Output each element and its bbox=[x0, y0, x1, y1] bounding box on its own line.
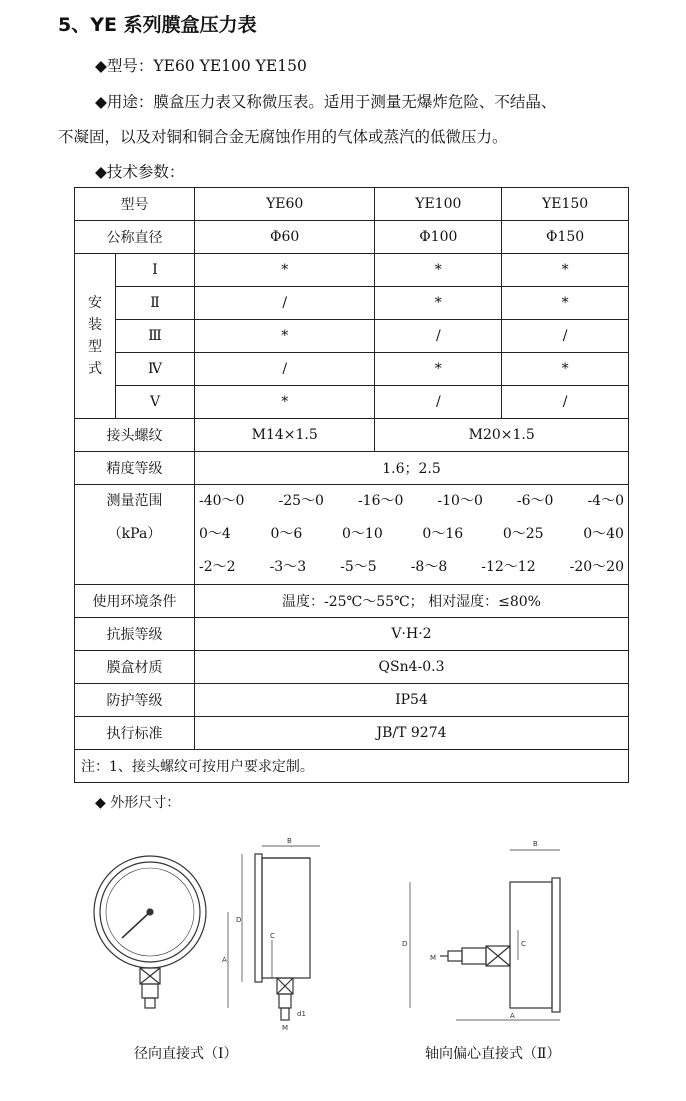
install-label: 安 装 型 式 bbox=[75, 254, 116, 419]
table-row bbox=[75, 750, 629, 783]
install-type: Ⅱ bbox=[116, 287, 195, 320]
dim-letter: B bbox=[533, 840, 538, 848]
page-title: 5、YE 系列膜盒压力表 bbox=[58, 14, 257, 36]
install-cell: / bbox=[195, 287, 375, 320]
table-row bbox=[75, 254, 629, 287]
table-row bbox=[75, 221, 629, 254]
range-label: 测量范围 （kPa） bbox=[75, 485, 195, 585]
vib-label: 抗振等级 bbox=[75, 618, 195, 651]
install-cell: * bbox=[502, 353, 629, 386]
std-label: 执行标准 bbox=[75, 717, 195, 750]
spec-heading: ◆技术参数： bbox=[95, 163, 185, 181]
diameter-cell: Φ150 bbox=[502, 221, 629, 254]
table-row bbox=[75, 717, 629, 750]
model-cell: YE60 bbox=[195, 188, 375, 221]
usage-line-2: 不凝固，以及对铜和铜合金无腐蚀作用的气体或蒸汽的低微压力。 bbox=[58, 128, 508, 146]
install-cell: / bbox=[375, 386, 502, 419]
install-cell: * bbox=[195, 254, 375, 287]
model-line: ◆型号：YE60 YE100 YE150 bbox=[95, 57, 307, 75]
install-type: Ⅲ bbox=[116, 320, 195, 353]
diameter-label: 公称直径 bbox=[75, 221, 195, 254]
table-row bbox=[75, 452, 629, 485]
install-cell: * bbox=[375, 353, 502, 386]
dim-letter: M bbox=[282, 1024, 289, 1032]
env-value: 温度：-25℃～55℃； 相对湿度：≤80% bbox=[195, 585, 629, 618]
model-label: 型号 bbox=[75, 188, 195, 221]
accuracy-label: 精度等级 bbox=[75, 452, 195, 485]
dim-letter: A bbox=[510, 1012, 515, 1020]
vib-value: V·H·2 bbox=[195, 618, 629, 651]
table-row bbox=[75, 320, 629, 353]
thread-label: 接头螺纹 bbox=[75, 419, 195, 452]
model-cell: YE150 bbox=[502, 188, 629, 221]
install-cell: * bbox=[502, 254, 629, 287]
dim-letter: D bbox=[236, 916, 242, 924]
range-row: 0～4 0～6 0～10 0～16 0～25 0～40 bbox=[199, 526, 624, 542]
install-cell: / bbox=[375, 320, 502, 353]
table-row bbox=[75, 188, 629, 221]
prot-value: IP54 bbox=[195, 684, 629, 717]
usage-line-1: ◆用途：膜盒压力表又称微压表。适用于测量无爆炸危险、不结晶、 bbox=[95, 93, 557, 111]
range-values bbox=[195, 485, 629, 585]
dimension-heading: ◆ 外形尺寸： bbox=[95, 795, 181, 811]
table-row bbox=[75, 618, 629, 651]
install-cell: * bbox=[195, 386, 375, 419]
thread-small: M14×1.5 bbox=[195, 419, 375, 452]
range-row: -2～2 -3～3 -5～5 -8～8 -12～12 -20～20 bbox=[199, 559, 624, 575]
caption-axial: 轴向偏心直接式（Ⅱ） bbox=[425, 1046, 561, 1062]
spec-table bbox=[74, 187, 629, 783]
diameter-cell: Φ100 bbox=[375, 221, 502, 254]
table-row bbox=[75, 353, 629, 386]
axial-gauge-drawing bbox=[400, 830, 590, 1030]
range-row: -40～0 -25～0 -16～0 -10～0 -6～0 -4～0 bbox=[199, 493, 624, 509]
prot-label: 防护等级 bbox=[75, 684, 195, 717]
table-row bbox=[75, 651, 629, 684]
model-cell: YE100 bbox=[375, 188, 502, 221]
diameter-cell: Φ60 bbox=[195, 221, 375, 254]
dim-letter: D bbox=[402, 940, 408, 948]
caption-radial: 径向直接式（Ⅰ） bbox=[134, 1046, 238, 1062]
install-cell: * bbox=[375, 287, 502, 320]
dim-letter: d1 bbox=[297, 1010, 306, 1018]
table-note: 注：1、接头螺纹可按用户要求定制。 bbox=[75, 750, 629, 783]
install-cell: * bbox=[195, 320, 375, 353]
dim-letter: C bbox=[521, 940, 526, 948]
env-label: 使用环境条件 bbox=[75, 585, 195, 618]
table-row bbox=[75, 585, 629, 618]
table-row bbox=[75, 419, 629, 452]
mat-label: 膜盒材质 bbox=[75, 651, 195, 684]
thread-large: M20×1.5 bbox=[375, 419, 629, 452]
dim-letter: M bbox=[430, 954, 437, 962]
install-cell: / bbox=[195, 353, 375, 386]
install-type: Ⅳ bbox=[116, 353, 195, 386]
install-cell: * bbox=[375, 254, 502, 287]
table-row bbox=[75, 485, 629, 585]
table-row bbox=[75, 684, 629, 717]
std-value: JB/T 9274 bbox=[195, 717, 629, 750]
dim-letter: B bbox=[287, 837, 292, 845]
mat-value: QSn4-0.3 bbox=[195, 651, 629, 684]
dim-letter: C bbox=[270, 932, 275, 940]
install-type: Ⅴ bbox=[116, 386, 195, 419]
install-cell: / bbox=[502, 320, 629, 353]
radial-gauge-drawing bbox=[90, 830, 330, 1040]
dim-letter: A bbox=[222, 956, 227, 964]
install-type: Ⅰ bbox=[116, 254, 195, 287]
table-row bbox=[75, 386, 629, 419]
table-row bbox=[75, 287, 629, 320]
install-cell: * bbox=[502, 287, 629, 320]
install-cell: / bbox=[502, 386, 629, 419]
accuracy-value: 1.6；2.5 bbox=[195, 452, 629, 485]
